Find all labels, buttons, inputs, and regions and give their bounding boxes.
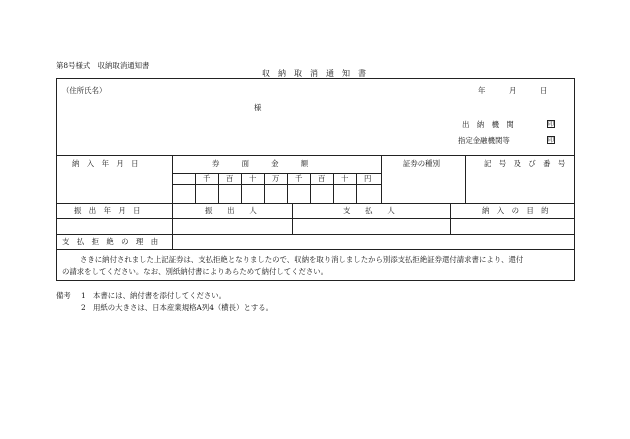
- vrule-drawer-right: [292, 203, 293, 234]
- rule-issue-top: [56, 203, 575, 204]
- vrule-unit: [218, 173, 219, 203]
- vrule-issue-left: [172, 203, 173, 249]
- amount-unit: 十: [341, 174, 349, 183]
- form-frame: [56, 78, 575, 281]
- col-security-type: 証券の種別: [403, 159, 440, 168]
- vrule-code-left: [465, 155, 466, 203]
- rule-notice-top: [56, 249, 575, 250]
- note-1-text: 本書には、納付書を添付してください。: [93, 291, 227, 300]
- note-2-text: 用紙の大きさは、日本産業規格A列4（横長）とする。: [93, 303, 274, 312]
- col-issue-date: 振 出 年 月 日: [74, 206, 141, 215]
- date-day: 日: [540, 86, 548, 95]
- vrule-unit: [310, 173, 311, 203]
- seal-mark-1: 印: [548, 121, 555, 128]
- col-drawer: 振 出 人: [205, 206, 257, 215]
- address-label: （住所氏名）: [62, 86, 107, 95]
- vrule-amount-left: [172, 155, 173, 203]
- notice-line-1: さきに納付されました上記証券は、支払拒絶となりましたので、収納を取り消しましたから別添支払拒絶証券還付請求書により、還付: [80, 255, 524, 264]
- rule-issue-mid: [56, 218, 575, 219]
- vrule-unit: [287, 173, 288, 203]
- rule-reason-top: [56, 234, 575, 235]
- bank-label: 指定金融機関等: [458, 136, 510, 145]
- form-number: 第8号様式 収納取消通知書: [56, 61, 150, 70]
- seal-mark-2: 印: [548, 137, 555, 144]
- vrule-payer-right: [450, 203, 451, 234]
- col-code-number: 記 号 及 び 番 号: [484, 159, 566, 168]
- notice-line-2: の請求をしてください。なお、別紙納付書によりあらためて納付してください。: [62, 267, 329, 276]
- issuer-label: 出 納 機 関: [462, 120, 514, 129]
- col-amount: 券 面 金 額: [212, 159, 309, 168]
- note-1-number: 1: [81, 291, 86, 300]
- amount-unit: 千: [295, 174, 303, 183]
- col-payer: 支 払 人: [343, 206, 395, 215]
- vrule-unit: [195, 173, 196, 203]
- amount-unit: 万: [272, 174, 280, 183]
- amount-unit: 百: [318, 174, 326, 183]
- amount-unit: 十: [249, 174, 257, 183]
- refusal-reason-label: 支 払 拒 絶 の 理 由: [62, 237, 159, 246]
- page-title: 収 納 取 消 通 知 書: [262, 69, 366, 78]
- vrule-unit: [264, 173, 265, 203]
- honorific: 様: [254, 103, 262, 112]
- amount-unit: 千: [203, 174, 211, 183]
- date-year: 年: [478, 86, 486, 95]
- vrule-unit: [356, 173, 357, 203]
- col-payment-date: 納 入 年 月 日: [72, 159, 139, 168]
- amount-unit: 百: [226, 174, 234, 183]
- vrule-amount-right: [381, 155, 382, 203]
- rule-header-top: [56, 155, 575, 156]
- rule-units-bottom: [172, 184, 381, 185]
- col-purpose: 納 入 の 目 的: [482, 206, 549, 215]
- notes-label: 備考: [56, 291, 71, 300]
- vrule-unit: [333, 173, 334, 203]
- date-month: 月: [509, 86, 517, 95]
- vrule-unit: [241, 173, 242, 203]
- note-2-number: 2: [81, 303, 86, 312]
- amount-unit: 円: [364, 174, 372, 183]
